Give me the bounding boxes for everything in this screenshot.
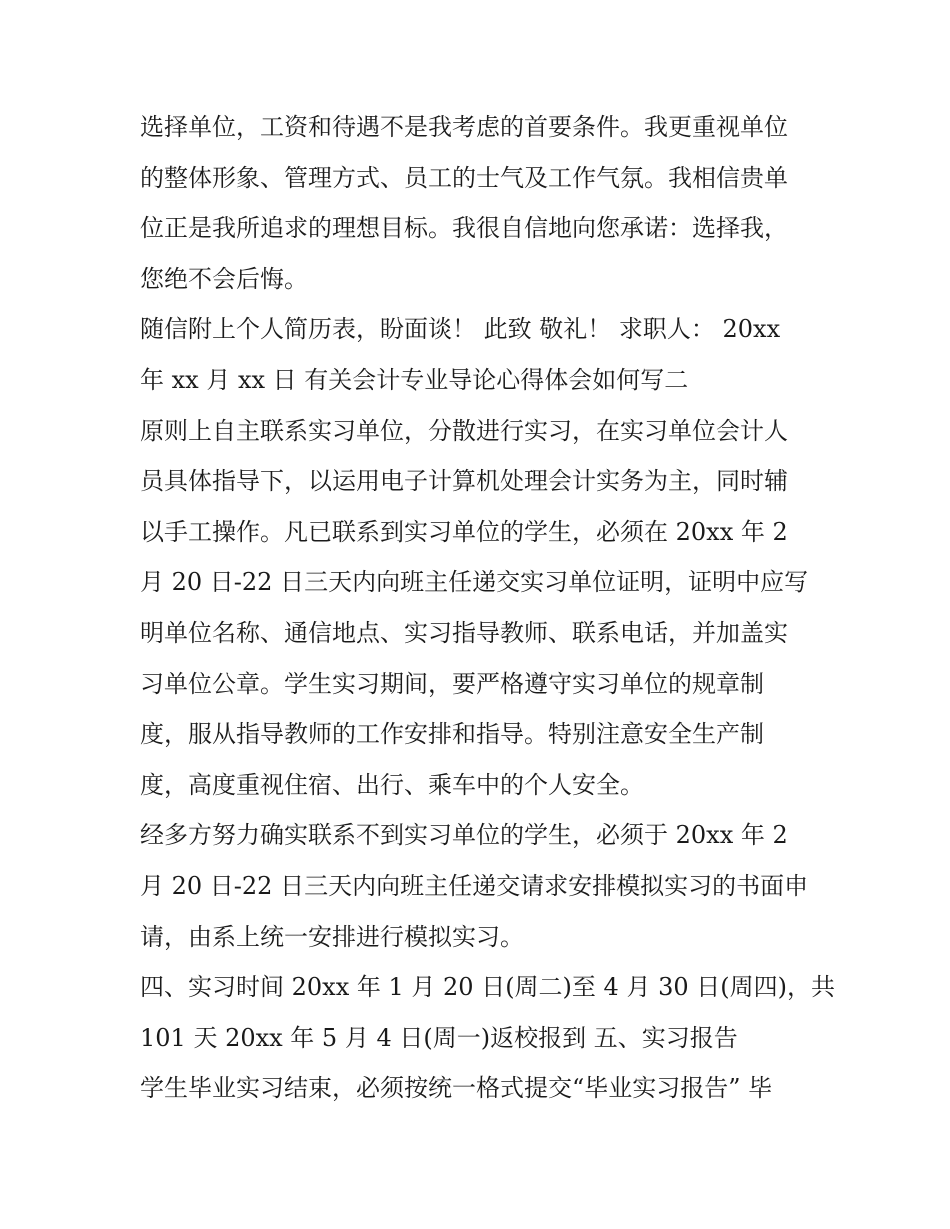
- text-line: 位正是我所追求的理想目标。我很自信地向您承诺：选择我，: [140, 214, 788, 243]
- text-line: 度，高度重视住宿、出行、乘车中的个人安全。: [140, 770, 644, 799]
- document-body: [140, 102, 835, 1114]
- text-line: 学生毕业实习结束，必须按统一格式提交“毕业实习报告” 毕: [140, 1074, 773, 1103]
- text-line: 以手工操作。凡已联系到实习单位的学生，必须在 20xx 年 2: [140, 517, 788, 546]
- text-line: 员具体指导下，以运用电子计算机处理会计实务为主，同时辅: [140, 467, 788, 496]
- text-line: 原则上自主联系实习单位，分散进行实习，在实习单位会计人: [140, 416, 788, 445]
- text-line: 选择单位，工资和待遇不是我考虑的首要条件。我更重视单位: [140, 113, 788, 141]
- text-line: 您绝不会后悔。: [140, 264, 308, 293]
- text-line: 明单位名称、通信地点、实习指导教师、联系电话，并加盖实: [140, 618, 788, 647]
- text-line: 请，由系上统一安排进行模拟实习。: [140, 922, 524, 951]
- text-line: 度，服从指导教师的工作安排和指导。特别注意安全生产制: [140, 720, 764, 749]
- text-line: 随信附上个人简历表，盼面谈！ 此致 敬礼！ 求职人： 20xx: [140, 315, 781, 344]
- text-line: 四、实习时间 20xx 年 1 月 20 日(周二)至 4 月 30 日(周四)，共: [140, 973, 835, 1002]
- text-line: 101 天 20xx 年 5 月 4 日(周一)返校报到 五、实习报告: [140, 1023, 738, 1052]
- text-line: 经多方努力确实联系不到实习单位的学生，必须于 20xx 年 2: [140, 821, 788, 850]
- text-line: 月 20 日-22 日三天内向班主任递交实习单位证明，证明中应写: [140, 568, 809, 597]
- text-line: 的整体形象、管理方式、员工的士气及工作气氛。我相信贵单: [140, 163, 788, 192]
- text-line: 年 xx 月 xx 日 有关会计专业导论心得体会如何写二: [140, 365, 689, 394]
- text-line: 月 20 日-22 日三天内向班主任递交请求安排模拟实习的书面申: [140, 871, 809, 900]
- text-line: 习单位公章。学生实习期间，要严格遵守实习单位的规章制: [140, 669, 764, 698]
